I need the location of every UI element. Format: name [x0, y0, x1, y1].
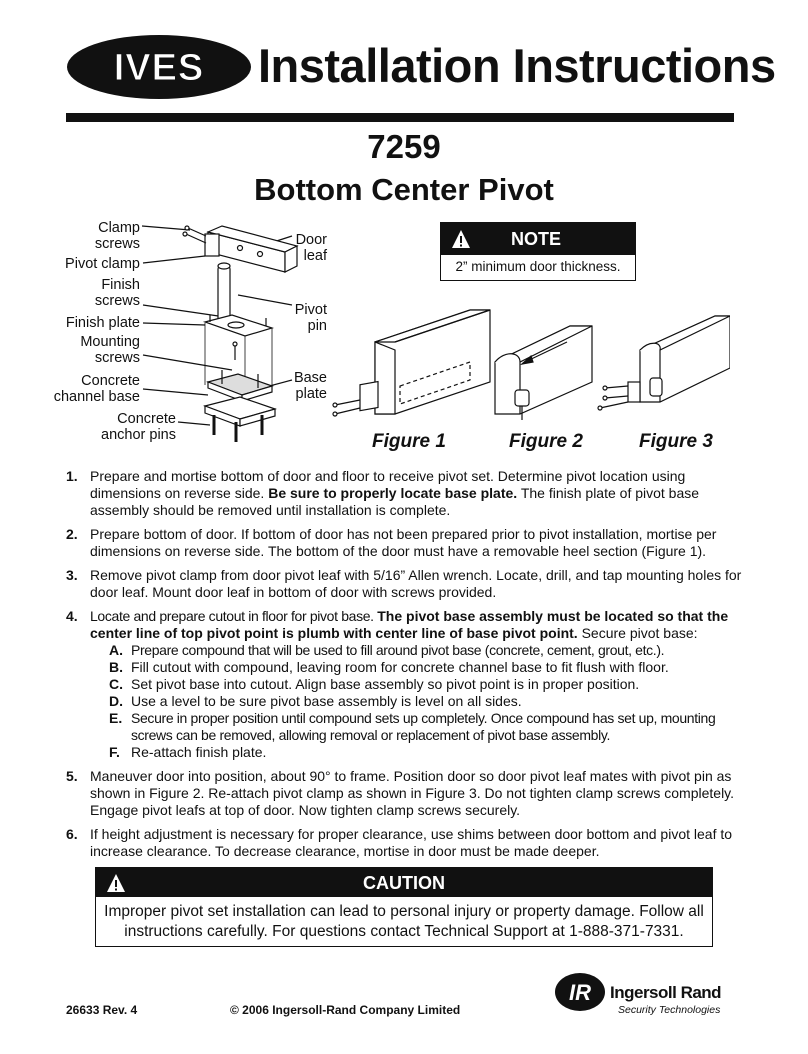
step-4: 4. Locate and prepare cutout in floor for pivot base. The pivot base assembly must be located so that the center line of top pivot point is plumb with center line of base pivot point. Secure pivot base: A. Prepare compound that will be used to fill around pivot base (concrete, cement, grout, etc.). B. Fill cutout with compound, leaving room for concrete channel base to fit flush with floor. C. Set pivot base into cutout. Align base assembly so pivot point is in proper position. D. Use a level to be sure pivot base assembly is level on all sides. E. Secure in proper position until compound sets up completely. Once compound has set up, mounting screws can be removed, allowing removal or replacement of pivot base assembly. F. Re-attach finish plate. [66, 608, 746, 761]
label-clamp-screws: Clamp screws [94, 220, 140, 252]
warning-icon [451, 229, 471, 249]
note-header [441, 223, 635, 255]
ives-logo [66, 34, 252, 100]
substep-b: B. Fill cutout with compound, leaving room for concrete channel base to fit flush with floor. [109, 659, 669, 675]
step-5: 5. Maneuver door into position, about 90° to frame. Position door so door pivot leaf mates with pivot pin as shown in Figure 2. Re-attach pivot clamp as shown in Figure 3. Do not tighten clamp screws completely. Engage pivot leafs at top of door. Now tighten clamp screws securely. [66, 768, 735, 818]
label-pivot-clamp: Pivot clamp [65, 256, 140, 272]
caution-heading: CAUTION [363, 873, 445, 893]
note-text: 2” minimum door thickness. [455, 259, 621, 274]
product-name: Bottom Center Pivot [254, 172, 554, 207]
document-number: 26633 Rev. 4 [66, 1003, 138, 1017]
division-name: Security Technologies [618, 1004, 721, 1016]
note-heading: NOTE [511, 229, 562, 249]
label-concrete-anchor-pins: Concrete anchor pins [101, 411, 176, 443]
figure-2-caption: Figure 2 [509, 431, 583, 452]
instruction-steps [66, 468, 746, 867]
caution-box [95, 867, 713, 947]
step-4-substeps [109, 642, 746, 761]
note-box [440, 222, 636, 281]
company-name: Ingersoll Rand [610, 983, 722, 1002]
caution-header [96, 868, 712, 897]
label-door-leaf: Door leaf [295, 232, 327, 264]
label-concrete-channel-base: Concrete channel base [53, 373, 140, 405]
substep-f: F. Re-attach finish plate. [109, 744, 267, 760]
figure-1-caption: Figure 1 [372, 431, 446, 452]
model-number: 7259 [367, 128, 441, 165]
step-1: 1. Prepare and mortise bottom of door and floor to receive pivot set. Determine pivot location using dimensions on reverse side. Be sure to properly locate base plate. The finish plate of pivot base assembly should be removed until installation is complete. [66, 468, 700, 518]
copyright-notice: © 2006 Ingersoll-Rand Company Limited [230, 1003, 461, 1017]
substep-c: C. Set pivot base into cutout. Align base assembly so pivot point is in proper position. [109, 676, 640, 692]
step-6: 6. If height adjustment is necessary for proper clearance, use shims between door bottom and pivot leaf to increase clearance. To decrease clearance, mortise in door must be made deeper. [66, 826, 733, 859]
ingersoll-rand-logo [554, 970, 736, 1018]
step-3: 3. Remove pivot clamp from door pivot leaf with 5/16” Allen wrench. Locate, drill, and tap mounting holes for door leaf. Mount door leaf in bottom of door with screws provided. [66, 567, 742, 600]
ives-logo-text: IVES [113, 47, 205, 89]
caution-text: Improper pivot set installation can lead to personal injury or property damage. Follow all instructions carefully. For questions contact Technical Support at 1-888-371-7331. [104, 903, 704, 940]
label-base-plate: Base plate [293, 370, 327, 402]
label-finish-screws: Finish screws [94, 277, 140, 309]
ir-logo-mark: IR [569, 980, 591, 1005]
substep-a: A. Prepare compound that will be used to fill around pivot base (concrete, cement, grout, etc.). [109, 642, 665, 658]
substep-e: E. Secure in proper position until compound sets up completely. Once compound has set up, mounting screws can be removed, allowing removal or replacement of pivot base assembly. [109, 710, 716, 743]
document-title: Installation Instructions [258, 39, 776, 92]
figure-3-caption: Figure 3 [639, 431, 713, 452]
step-2: 2. Prepare bottom of door. If bottom of door has not been prepared prior to pivot installation, mortise per dimensions on reverse side. The bottom of the door must have a removable heel section (Figure 1). [66, 526, 717, 559]
label-finish-plate: Finish plate [65, 315, 140, 331]
substep-d: D. Use a level to be sure pivot base assembly is level on all sides. [109, 693, 522, 709]
label-pivot-pin: Pivot pin [294, 302, 327, 334]
header-divider [66, 113, 734, 122]
figure-illustrations [330, 290, 730, 430]
label-mounting-screws: Mounting screws [80, 334, 140, 366]
